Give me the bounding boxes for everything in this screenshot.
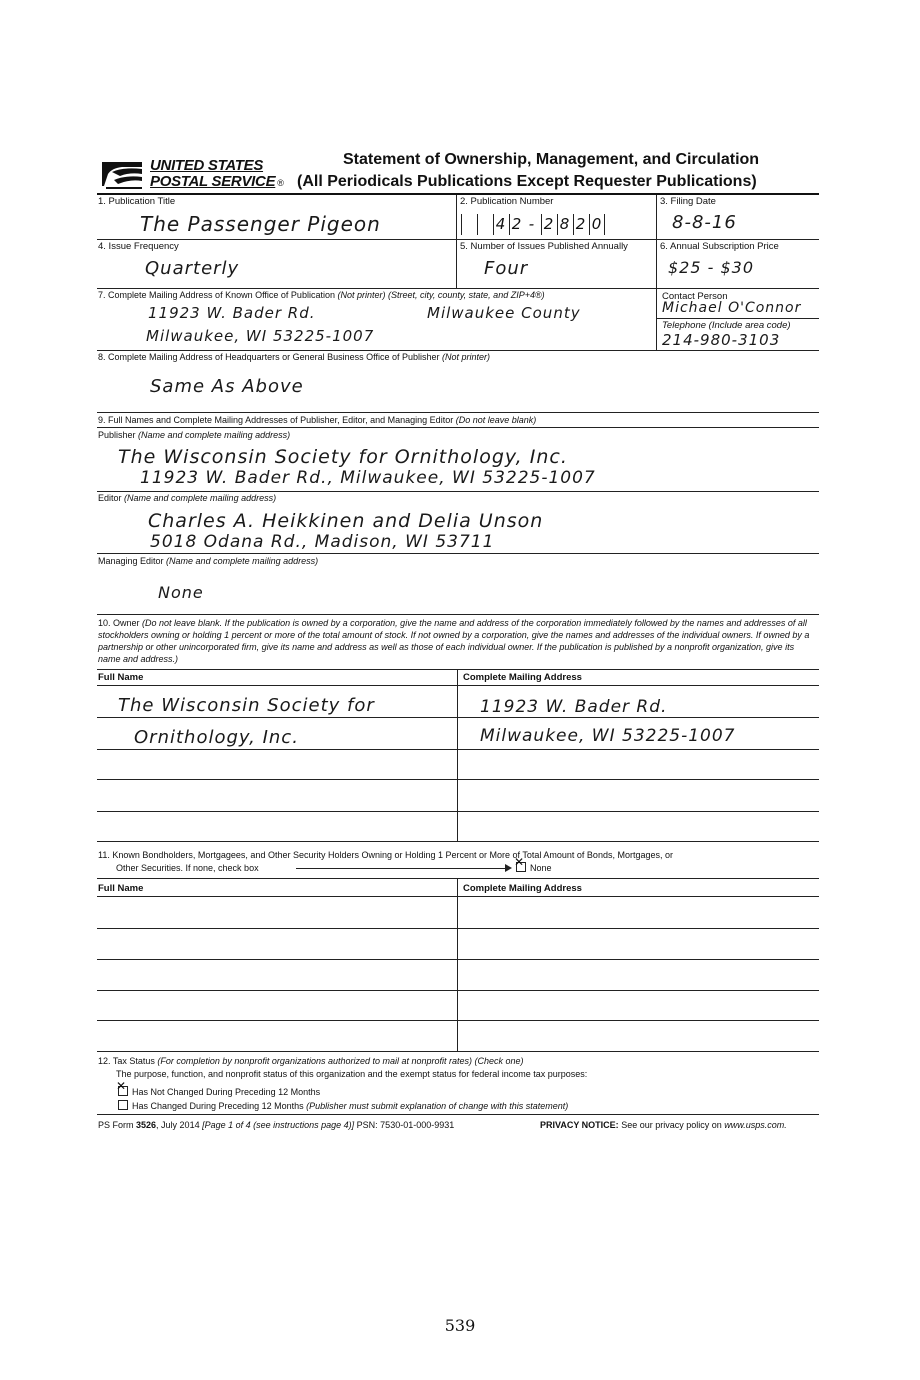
privacy-notice-text: See our privacy policy on [618, 1120, 725, 1130]
divider [604, 214, 605, 235]
divider [97, 412, 819, 413]
pub-number-digit: - [528, 215, 535, 233]
tax-option-not-changed[interactable] [118, 1086, 320, 1098]
tax-status-label-note: (For completion by nonprofit organizations authorized to mail at nonprofit rates) (Check one) [157, 1056, 524, 1066]
divider [97, 685, 819, 686]
divider [97, 350, 819, 351]
pub-number-digit: 4 [493, 214, 507, 235]
divider [97, 288, 819, 289]
mailing-address-county[interactable]: Milwaukee County [427, 304, 581, 322]
divider [656, 318, 819, 319]
managing-editor-label-note: (Name and complete mailing address) [166, 556, 319, 566]
agency-name-line2-wrap [150, 173, 284, 190]
agency-name-line2: POSTAL SERVICE [150, 173, 276, 190]
hq-address-value[interactable]: Same As Above [150, 376, 304, 397]
pub-number-digit: 2 [573, 214, 587, 235]
footer-text: , July 2014 [156, 1120, 203, 1130]
arrow-head-icon [505, 864, 512, 872]
owner-label-note: (Do not leave blank. If the publication is owned by a corporation, give the name and address of the corporation immediately followed by the names and addresses of all stockholders owning or holding 1 percent or more of the total amount of stock. If not owned by a corporation, give the names and addresses of the individual owners. If owned by a partnership or other unincorporated firm, give its name and address as well as those of each individual owner. If the publication is published by a nonprofit organization, give its name and address.) [98, 618, 810, 664]
names-section-label [98, 415, 536, 426]
checkbox-icon [118, 1086, 128, 1096]
divider [656, 288, 657, 350]
footer-text: PS Form [98, 1120, 137, 1130]
publisher-label-note: (Name and complete mailing address) [138, 430, 291, 440]
registered-mark: ® [277, 178, 284, 188]
agency-name-line1: UNITED STATES [150, 157, 264, 174]
managing-editor-label-text: Managing Editor [98, 556, 167, 566]
divider [97, 896, 819, 897]
usps-eagle-logo [100, 158, 144, 190]
form-title-line2: (All Periodicals Publications Except Requester Publications) [297, 173, 757, 190]
issues-per-year-value[interactable]: Four [484, 258, 529, 279]
owner-address-cell[interactable]: Milwaukee, WI 53225-1007 [480, 726, 736, 746]
divider [97, 669, 819, 670]
pub-number-digit: 8 [557, 214, 571, 235]
bondholders-label-line2: Other Securities. If none, check box [116, 863, 259, 873]
divider [97, 811, 819, 812]
mailing-address-line2[interactable]: Milwaukee, WI 53225-1007 [146, 327, 375, 345]
page-number: 539 [444, 1316, 476, 1335]
editor-line1[interactable]: Charles A. Heikkinen and Delia Unson [148, 510, 544, 532]
subscription-price-label: 6. Annual Subscription Price [660, 241, 779, 252]
mailing-address-label-note: (Not printer) (Street, city, county, state, and ZIP+4®) [337, 290, 545, 300]
pub-number-digit: 0 [589, 214, 603, 235]
form-footer-id [98, 1120, 454, 1131]
divider [97, 614, 819, 615]
filing-date-value[interactable]: 8-8-16 [672, 212, 737, 233]
privacy-notice [540, 1120, 787, 1131]
form-title-line1: Statement of Ownership, Management, and Circulation [343, 151, 760, 168]
subscription-price-value[interactable]: $25 - $30 [668, 258, 755, 277]
mailing-address-label [98, 290, 545, 301]
tax-status-label-text: 12. Tax Status [98, 1056, 158, 1066]
divider [457, 669, 458, 841]
bond-col-address: Complete Mailing Address [463, 883, 582, 894]
pub-number-digit: 2 [541, 214, 555, 235]
divider [457, 878, 458, 1051]
tax-status-label [98, 1056, 524, 1067]
divider [97, 553, 819, 554]
divider [97, 749, 819, 750]
header-rule [97, 193, 819, 195]
publisher-label [98, 430, 290, 441]
divider [97, 427, 819, 428]
issues-per-year-label: 5. Number of Issues Published Annually [460, 241, 628, 252]
contact-person-label: Contact Person [662, 291, 728, 302]
divider [97, 959, 819, 960]
divider [97, 1020, 819, 1021]
tax-option-changed[interactable] [118, 1100, 568, 1112]
names-section-label-note: (Do not leave blank) [455, 415, 537, 425]
divider [97, 491, 819, 492]
pub-title-label: 1. Publication Title [98, 196, 176, 207]
contact-person-value[interactable]: Michael O'Connor [662, 300, 802, 316]
divider [97, 990, 819, 991]
divider [97, 239, 819, 240]
owner-col-address: Complete Mailing Address [463, 672, 582, 683]
divider [97, 841, 819, 842]
owner-label-text: 10. Owner [98, 618, 143, 628]
bondholders-label-line1: 11. Known Bondholders, Mortgagees, and Other Security Holders Owning or Holding 1 Percent or More of Total Amount of Bonds, Mortgages, or [98, 850, 673, 860]
editor-label [98, 493, 276, 504]
filing-date-label: 3. Filing Date [660, 196, 716, 207]
tax-status-purpose: The purpose, function, and nonprofit status of this organization and the exempt status for federal income tax purposes: [116, 1069, 588, 1079]
arrow-line [296, 868, 506, 869]
owner-name-cell[interactable]: Ornithology, Inc. [134, 727, 299, 748]
issue-frequency-value[interactable]: Quarterly [145, 258, 240, 279]
pub-number-digit: 2 [509, 214, 523, 235]
hq-address-label [98, 352, 490, 363]
divider [456, 195, 457, 289]
tax-option-changed-note: (Publisher must submit explanation of change with this statement) [306, 1101, 569, 1111]
bondholders-none-checkbox[interactable] [516, 862, 552, 874]
owner-label [98, 617, 816, 665]
divider [97, 1051, 819, 1052]
divider [97, 1114, 819, 1115]
divider [97, 779, 819, 780]
issue-frequency-label: 4. Issue Frequency [98, 241, 179, 252]
editor-line2[interactable]: 5018 Odana Rd., Madison, WI 53711 [150, 532, 495, 552]
checkbox-icon [516, 862, 526, 872]
footer-form-number: 3526 [136, 1120, 157, 1130]
names-section-label-text: 9. Full Names and Complete Mailing Addresses of Publisher, Editor, and Managing Editor [98, 415, 456, 425]
privacy-notice-title: PRIVACY NOTICE: [540, 1120, 619, 1130]
editor-label-text: Editor [98, 493, 125, 503]
owner-address-cell[interactable]: 11923 W. Bader Rd. [480, 697, 668, 717]
tax-option-not-changed-label: Has Not Changed During Preceding 12 Months [132, 1087, 321, 1097]
bondholders-none-label: None [530, 863, 552, 873]
publisher-line1[interactable]: The Wisconsin Society for Ornithology, Inc. [118, 446, 568, 468]
mailing-address-label-text: 7. Complete Mailing Address of Known Office of Publication [98, 290, 338, 300]
footer-text: PSN: 7530-01-000-9931 [354, 1120, 455, 1130]
tax-option-changed-label: Has Changed During Preceding 12 Months [132, 1101, 307, 1111]
telephone-value[interactable]: 214-980-3103 [662, 331, 781, 349]
managing-editor-value[interactable]: None [158, 583, 204, 602]
bond-col-name: Full Name [98, 883, 144, 894]
pub-number-digit [477, 214, 491, 235]
pub-title-value[interactable]: The Passenger Pigeon [140, 212, 381, 236]
pub-number-label: 2. Publication Number [460, 196, 554, 207]
managing-editor-label [98, 556, 318, 567]
owner-name-cell[interactable]: The Wisconsin Society for [118, 695, 375, 716]
divider [97, 928, 819, 929]
checkbox-icon [118, 1100, 128, 1110]
mailing-address-line1[interactable]: 11923 W. Bader Rd. [148, 304, 316, 322]
divider [97, 717, 819, 718]
publisher-label-text: Publisher [98, 430, 139, 440]
divider [97, 878, 819, 879]
hq-address-label-text: 8. Complete Mailing Address of Headquarters or General Business Office of Publisher [98, 352, 443, 362]
publisher-line2[interactable]: 11923 W. Bader Rd., Milwaukee, WI 53225-1007 [140, 468, 596, 488]
divider [656, 195, 657, 289]
footer-text: [Page 1 of 4 (see instructions page 4)] [202, 1120, 355, 1130]
editor-label-note: (Name and complete mailing address) [124, 493, 277, 503]
owner-col-name: Full Name [98, 672, 144, 683]
hq-address-label-note: (Not printer) [442, 352, 491, 362]
telephone-label: Telephone (Include area code) [662, 320, 791, 331]
pub-number-digit [461, 214, 475, 235]
privacy-link[interactable]: www.usps.com. [724, 1120, 787, 1130]
